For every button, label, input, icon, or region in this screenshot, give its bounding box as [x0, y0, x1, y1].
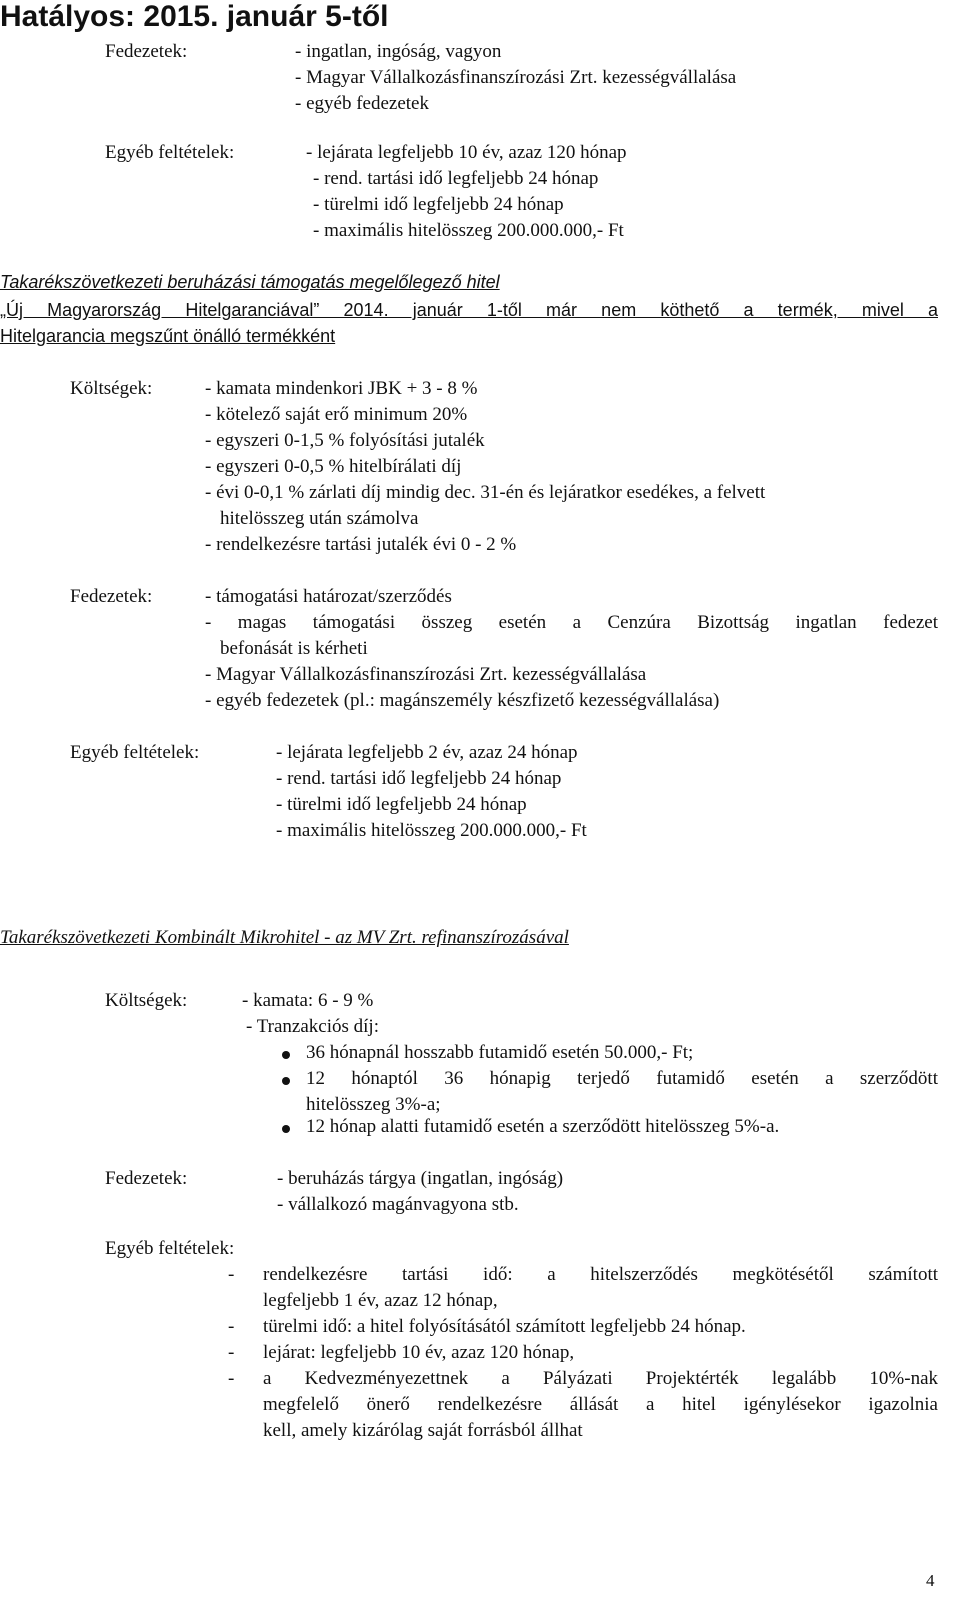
s3-bullet-item: 36 hónapnál hosszabb futamidő esetén 50.000,- Ft;	[306, 1042, 694, 1063]
s2-fedezetek-label: Fedezetek:	[70, 586, 153, 607]
s2-koltsegek-item: - egyszeri 0-0,5 % hitelbírálati díj	[205, 456, 462, 477]
s3-fedezetek-item: - beruházás tárgya (ingatlan, ingóság)	[277, 1168, 564, 1189]
s3-egyeb-item: a Kedvezményezettnek a Pályázati Projektérték legalább 10%-nak	[263, 1368, 938, 1389]
s3-bullet-item-cont: hitelösszeg 3%-a;	[306, 1094, 441, 1115]
s2-koltsegek-item: - évi 0-0,1 % zárlati díj mindig dec. 31-én és lejáratkor esedékes, a felvett	[205, 482, 766, 503]
s2-koltsegek-item: hitelösszeg után számolva	[220, 508, 419, 529]
s1-fedezetek-item: - egyéb fedezetek	[295, 93, 429, 114]
s2-koltsegek-item: - egyszeri 0-1,5 % folyósítási jutalék	[205, 430, 485, 451]
s1-egyeb-item: - lejárata legfeljebb 10 év, azaz 120 hónap	[306, 142, 627, 163]
s1-egyeb-item: - rend. tartási idő legfeljebb 24 hónap	[313, 168, 599, 189]
s2-koltsegek-label: Költségek:	[70, 378, 153, 399]
s2-fedezetek-item: - Magyar Vállalkozásfinanszírozási Zrt. kezességvállalása	[205, 664, 647, 685]
s3-egyeb-label: Egyéb feltételek:	[105, 1238, 235, 1259]
s2-koltsegek-item: - kamata mindenkori JBK + 3 - 8 %	[205, 378, 478, 399]
s2-egyeb-item: - lejárata legfeljebb 2 év, azaz 24 hónap	[276, 742, 578, 763]
s3-egyeb-dash: -	[228, 1316, 235, 1337]
s3-heading: Takarékszövetkezeti Kombinált Mikrohitel - az MV Zrt. refinanszírozásával	[0, 927, 569, 948]
page-number: 4	[926, 1571, 935, 1590]
s3-egyeb-item-cont: megfelelő önerő rendelkezésre állását a hitel igénylésekor igazolnia	[263, 1394, 938, 1415]
s2-fedezetek-item: - magas támogatási összeg esetén a Cenzúra Bizottság ingatlan fedezet	[205, 612, 938, 633]
s3-egyeb-dash: -	[228, 1368, 235, 1389]
s2-egyeb-item: - rend. tartási idő legfeljebb 24 hónap	[276, 768, 562, 789]
s2-egyeb-item: - türelmi idő legfeljebb 24 hónap	[276, 794, 527, 815]
bullet-icon	[282, 1051, 290, 1059]
s1-egyeb-label: Egyéb feltételek:	[105, 142, 235, 163]
s2-egyeb-label: Egyéb feltételek:	[70, 742, 200, 763]
page-title: Hatályos: 2015. január 5-től	[0, 0, 389, 33]
s3-kamata: - kamata: 6 - 9 %	[242, 990, 374, 1011]
s2-subtitle-line2: Hitelgarancia megszűnt önálló termékként	[0, 326, 336, 346]
s3-bullet-item: 12 hónap alatti futamidő esetén a szerződött hitelösszeg 5%-a.	[306, 1116, 780, 1137]
s3-egyeb-item-cont: kell, amely kizárólag saját forrásból állhat	[263, 1420, 583, 1441]
s2-heading: Takarékszövetkezeti beruházási támogatás megelőlegező hitel	[0, 272, 500, 292]
s2-fedezetek-item: - egyéb fedezetek (pl.: magánszemély készfizető kezességvállalása)	[205, 690, 720, 711]
bullet-icon	[282, 1125, 290, 1133]
s3-koltsegek-label: Költségek:	[105, 990, 188, 1011]
s3-fedezetek-label: Fedezetek:	[105, 1168, 188, 1189]
s3-egyeb-dash: -	[228, 1264, 235, 1285]
s3-egyeb-item-cont: legfeljebb 1 év, azaz 12 hónap,	[263, 1290, 498, 1311]
s2-subtitle-line1: „Új Magyarország Hitelgaranciával” 2014. január 1-től már nem köthető a termék, mivel a	[0, 300, 938, 320]
s3-fedezetek-item: - vállalkozó magánvagyona stb.	[277, 1194, 519, 1215]
s1-egyeb-item: - maximális hitelösszeg 200.000.000,- Ft	[313, 220, 624, 241]
s1-fedezetek-item: - Magyar Vállalkozásfinanszírozási Zrt. kezességvállalása	[295, 67, 737, 88]
s1-fedezetek-item: - ingatlan, ingóság, vagyon	[295, 41, 502, 62]
s3-bullet-item: 12 hónaptól 36 hónapig terjedő futamidő esetén a szerződött	[306, 1068, 938, 1089]
s3-egyeb-dash: -	[228, 1342, 235, 1363]
s3-egyeb-item: türelmi idő: a hitel folyósításától számított legfeljebb 24 hónap.	[263, 1316, 746, 1337]
s2-koltsegek-item: - rendelkezésre tartási jutalék évi 0 - 2 %	[205, 534, 517, 555]
s2-egyeb-item: - maximális hitelösszeg 200.000.000,- Ft	[276, 820, 587, 841]
bullet-icon	[282, 1077, 290, 1085]
s2-fedezetek-item: befonását is kérheti	[220, 638, 368, 659]
s3-tranzakcios: - Tranzakciós díj:	[246, 1016, 379, 1037]
s3-egyeb-item: rendelkezésre tartási idő: a hitelszerződés megkötésétől számított	[263, 1264, 938, 1285]
s1-egyeb-item: - türelmi idő legfeljebb 24 hónap	[313, 194, 564, 215]
s2-fedezetek-item: - támogatási határozat/szerződés	[205, 586, 452, 607]
s1-fedezetek-label: Fedezetek:	[105, 41, 188, 62]
s3-egyeb-item: lejárat: legfeljebb 10 év, azaz 120 hónap,	[263, 1342, 575, 1363]
s2-koltsegek-item: - kötelező saját erő minimum 20%	[205, 404, 468, 425]
